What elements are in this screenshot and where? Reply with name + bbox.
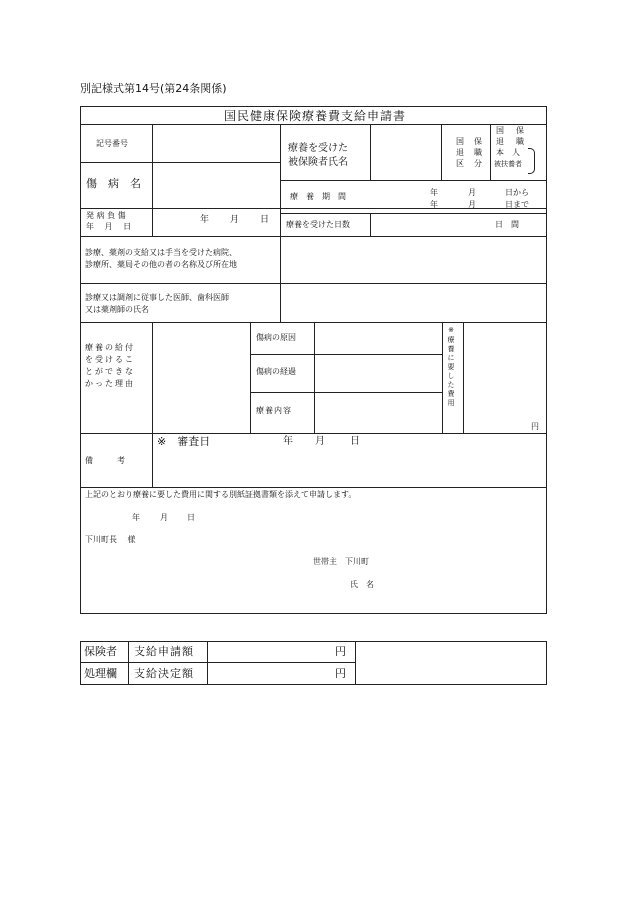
shobyo-mei-label: 傷 病 名 xyxy=(86,177,141,190)
biko-label: 備 考 xyxy=(85,456,125,465)
honnin-option: 本 人 xyxy=(496,148,520,157)
processing-side-bottom: 処理欄 xyxy=(84,667,117,680)
shimei-label: 氏 名 xyxy=(350,580,374,589)
shikyu-kettei-label: 支給決定額 xyxy=(134,667,194,680)
kettei-yen-unit: 円 xyxy=(335,667,346,680)
shobyo-genin-label: 傷病の原因 xyxy=(256,333,296,342)
shinsa-label: ※ 審査日 xyxy=(157,435,211,448)
patient-name-label-line1: 療養を受けた xyxy=(288,143,348,154)
shobyo-keika-label: 傷病の経過 xyxy=(256,367,296,376)
byoin-label-line1: 診療、薬剤の支給又は手当を受けた病院、 xyxy=(85,248,237,257)
hiyo-yen-unit: 円 xyxy=(531,422,539,431)
application-statement: 上記のとおり療養に要した費用に関する別紙証拠書類を添えて申請します。 xyxy=(85,490,357,499)
kigo-bango-label: 記号番号 xyxy=(96,139,128,148)
ishi-label-line2: 又は薬剤師の氏名 xyxy=(85,305,149,314)
hiyo-vertical-label: ※療養に要した費用 xyxy=(447,326,455,408)
kubun-bracket xyxy=(528,148,535,174)
byoin-label-line2: 診療所、薬局その他の者の名称及び所在地 xyxy=(85,260,237,269)
hifuyousha-option: 被扶養者 xyxy=(494,160,522,168)
nissu-unit: 日 間 xyxy=(495,220,519,229)
processing-side-top: 保険者 xyxy=(84,645,117,658)
ryoyo-naiyo-label: 療養内容 xyxy=(256,406,292,415)
ryoyo-nissu-label: 療養を受けた日数 xyxy=(286,220,350,229)
form-number-note: 別記様式第14号(第24条関係) xyxy=(80,82,227,95)
title-divider xyxy=(80,124,547,125)
hassyo-label-line2: 年 月 日 xyxy=(86,222,132,231)
shinsei-yen-unit: 円 xyxy=(335,645,346,658)
setainushi-label: 世帯主 下川町 xyxy=(313,557,369,566)
ishi-label-line1: 診療又は調剤に従事した医師、歯科医師 xyxy=(85,293,229,302)
form-title: 国民健康保険療養費支給申請書 xyxy=(223,109,406,123)
ryoyo-kikan-label: 療 養 期 間 xyxy=(290,192,346,201)
addressee: 下川町長 様 xyxy=(85,535,136,544)
patient-name-label-line2: 被保険者氏名 xyxy=(288,157,348,168)
shikyu-shinsei-label: 支給申請額 xyxy=(134,645,194,658)
hassyo-label-line1: 発 病 負 傷 xyxy=(86,211,126,220)
